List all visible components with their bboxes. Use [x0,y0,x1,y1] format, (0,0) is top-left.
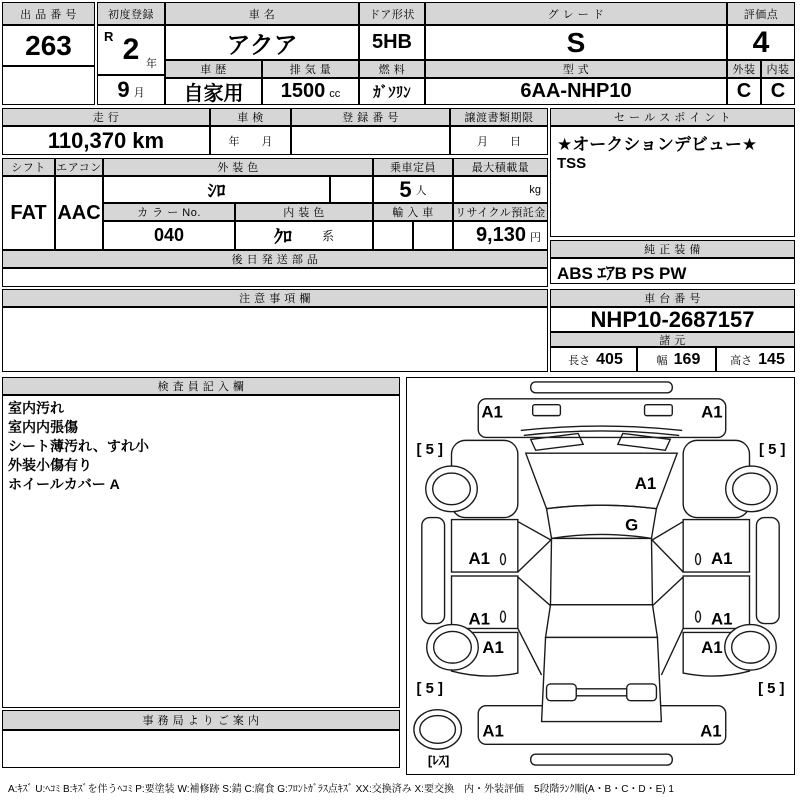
displacement-unit: cc [329,88,341,100]
car-name-header: 車 名 [165,2,359,25]
side-sill-left [422,518,445,624]
diagram-label-front-door-left: A1 [468,549,490,569]
cowl-line [524,431,679,435]
door-handle [696,611,701,622]
diagram-label-hood: A1 [634,473,657,493]
color-number-value: 040 [103,221,235,250]
rear-glass-outline [546,605,658,642]
inspector-note-line: 外装小傷有り [8,457,92,473]
specs-header: 諸 元 [550,332,795,347]
first-registration-month-cell [97,75,165,105]
rear-bumper-outline [531,754,673,765]
interior-color-suffix: 系 [321,229,334,243]
interior-color-value: ｸﾛ [273,226,292,247]
displacement-header: 排 気 量 [262,60,359,78]
spec-width-value: 169 [673,350,701,368]
lot-number-header: 出 品 番 号 [2,2,95,25]
hatch-outline [542,637,662,721]
score-header: 評価点 [727,2,795,25]
diagram-label-front-wheel-left: [ 5 ] [416,442,443,459]
diagram-label-rear-wheel-left: [ 5 ] [416,680,443,697]
spec-width-cell [637,347,716,372]
diagram-label-quarter-right: A1 [701,638,723,658]
caution-header: 注 意 事 項 欄 [2,289,548,307]
chassis-number-value: NHP10-2687157 [550,307,795,332]
capacity-unit: 人 [415,185,427,197]
diagram-label-rear-door-right: A1 [711,609,733,629]
door-shape-value: 5HB [359,25,425,60]
spec-length-label: 長さ [568,354,591,367]
damage-code-legend: A:ｷｽﾞ U:ﾍｺﾐ B:ｷｽﾞを伴うﾍｺﾐ P:要塗装 W:補修跡 S:錆 C:腐食 G:ﾌﾛﾝﾄｶﾞﾗｽ点ｷｽﾞ XX:交換済み X:要交換 内・外装評価 5段階ﾗﾝｸ順(A・B・C・D・E) 1 [8,783,674,795]
factory-equipment-header: 純 正 装 備 [550,240,795,258]
spec-height-cell [716,347,795,372]
transfer-docs-header: 譲渡書類期限 [450,108,548,126]
score-value: 4 [727,25,795,60]
spec-length-value: 405 [596,350,623,368]
shift-header: シフト [2,158,55,176]
diagram-label-front-wheel-right: [ 5 ] [759,442,786,459]
first-registration-header: 初度登録 [97,2,165,25]
max-load-header: 最大積載量 [453,158,548,176]
a-pillar-lines [518,522,683,572]
factory-equipment-value: ABS ｴｱB PS PW [550,258,795,284]
displacement-cell [262,78,359,105]
office-notice-header: 事 務 局 よ り ご 案 内 [2,710,400,730]
fuel-header: 燃 料 [359,60,425,78]
inspector-notes-header: 検 査 員 記 入 欄 [2,377,400,395]
car-name-value: アクア [165,25,359,60]
door-handle [501,611,506,622]
door-shape-header: ドア形状 [359,2,425,25]
diagram-label-rear-door-left: A1 [468,609,490,629]
recycle-deposit-value: 9,130 [475,224,526,246]
interior-grade-header: 内装 [761,60,795,78]
diagram-label-quarter-left: A1 [482,638,504,658]
model-code-value: 6AA-NHP10 [425,78,727,105]
recycle-deposit-cell [453,221,548,250]
inspection-value: 年 月 [210,126,291,155]
grade-header: グ レ ー ド [425,2,727,25]
exterior-grade-header: 外装 [727,60,761,78]
door-handle [501,554,506,565]
damage-diagram-box [406,377,795,775]
office-notice-box [2,730,400,768]
front-bumper-outline [531,382,673,393]
mileage-header: 走 行 [2,108,210,126]
exterior-grade-value: C [727,78,761,105]
car-history-header: 車 歴 [165,60,262,78]
lot-number-empty-cell [2,66,95,105]
model-code-header: 型 式 [425,60,727,78]
inspector-note-line: 室内内張傷 [8,419,78,435]
recycle-deposit-unit: 円 [530,232,541,244]
color-number-header: カ ラ ー No. [103,203,235,221]
interior-grade-value: C [761,78,795,105]
inspection-header: 車 検 [210,108,291,126]
exterior-color-value: ｼﾛ [103,176,330,203]
car-damage-diagram [407,378,794,774]
registration-number-header: 登 録 番 号 [291,108,450,126]
import-car-header: 輸 入 車 [373,203,453,221]
interior-color-cell [235,221,373,250]
later-shipped-parts-header: 後 日 発 送 部 品 [2,250,548,268]
first-registration-month: 9 [117,77,130,102]
transfer-docs-value: 月 日 [450,126,548,155]
diagram-label-rear-panel-right: A1 [700,721,722,741]
import-car-cell-a [373,221,413,250]
inspector-note-line: 室内汚れ [8,400,64,416]
import-car-cell-b [413,221,453,250]
diagram-label-rear-panel-left: A1 [482,721,504,741]
wiper-right [618,433,670,450]
month-unit: 月 [133,87,145,99]
headlight-right [645,405,673,416]
inspector-note-line: ホイールカバー A [8,476,120,492]
mileage-value: 110,370 km [2,126,210,155]
max-load-value: kg [453,176,548,203]
diagram-label-windshield: G [625,515,639,535]
car-history-value: 自家用 [165,78,262,105]
diagram-label-rear-wheel-right: [ 5 ] [758,680,785,697]
displacement-value: 1500 [280,80,326,102]
exterior-color-sub-cell [330,176,373,203]
interior-color-header: 内 装 色 [235,203,373,221]
roof-outline [551,538,653,604]
first-registration-year-cell [97,25,165,75]
sales-point-line2: TSS [557,155,587,172]
recycle-deposit-header: リサイクル預託金 [453,203,548,221]
spec-length-cell [550,347,637,372]
spec-height-label: 高さ [730,354,753,367]
cowl-line [521,426,682,430]
shift-value: FAT [2,176,55,250]
spec-height-value: 145 [758,350,785,368]
aircon-header: エアコン [55,158,103,176]
registration-number-value [291,126,450,155]
headlight-left [533,405,561,416]
year-unit: 年 [146,58,157,70]
inspector-notes-box [2,395,400,708]
door-handle [696,554,701,565]
sales-point-header: セ ー ル ス ポ イ ン ト [550,108,795,126]
later-shipped-parts-value [2,268,548,287]
exterior-color-header: 外 装 色 [103,158,373,176]
capacity-cell [373,176,453,203]
side-sill-right [756,518,779,624]
capacity-value: 5 [399,176,412,202]
era-mark: R [104,29,114,44]
capacity-header: 乗車定員 [373,158,453,176]
fuel-value: ｶﾞｿﾘﾝ [359,78,425,105]
sales-point-line1: ★オークションデビュー★ [557,135,758,154]
diagram-label-front-door-right: A1 [711,549,733,569]
wiper-left [531,433,583,450]
sales-point-box [550,126,795,237]
diagram-label-front-panel-left: A1 [481,402,503,422]
diagram-label-front-panel-right: A1 [701,402,723,422]
first-registration-year: 2 [122,33,140,66]
caution-box [2,307,548,372]
aircon-value: AAC [55,176,103,250]
chassis-number-header: 車 台 番 号 [550,289,795,307]
diagram-label-spare: [ﾚｽ] [427,753,450,769]
spec-width-label: 幅 [656,354,668,367]
lot-number-value: 263 [2,25,95,66]
inspector-note-line: シート薄汚れ、すれ小 [8,438,149,454]
windshield-outline [547,505,657,538]
grade-value: S [425,25,727,60]
